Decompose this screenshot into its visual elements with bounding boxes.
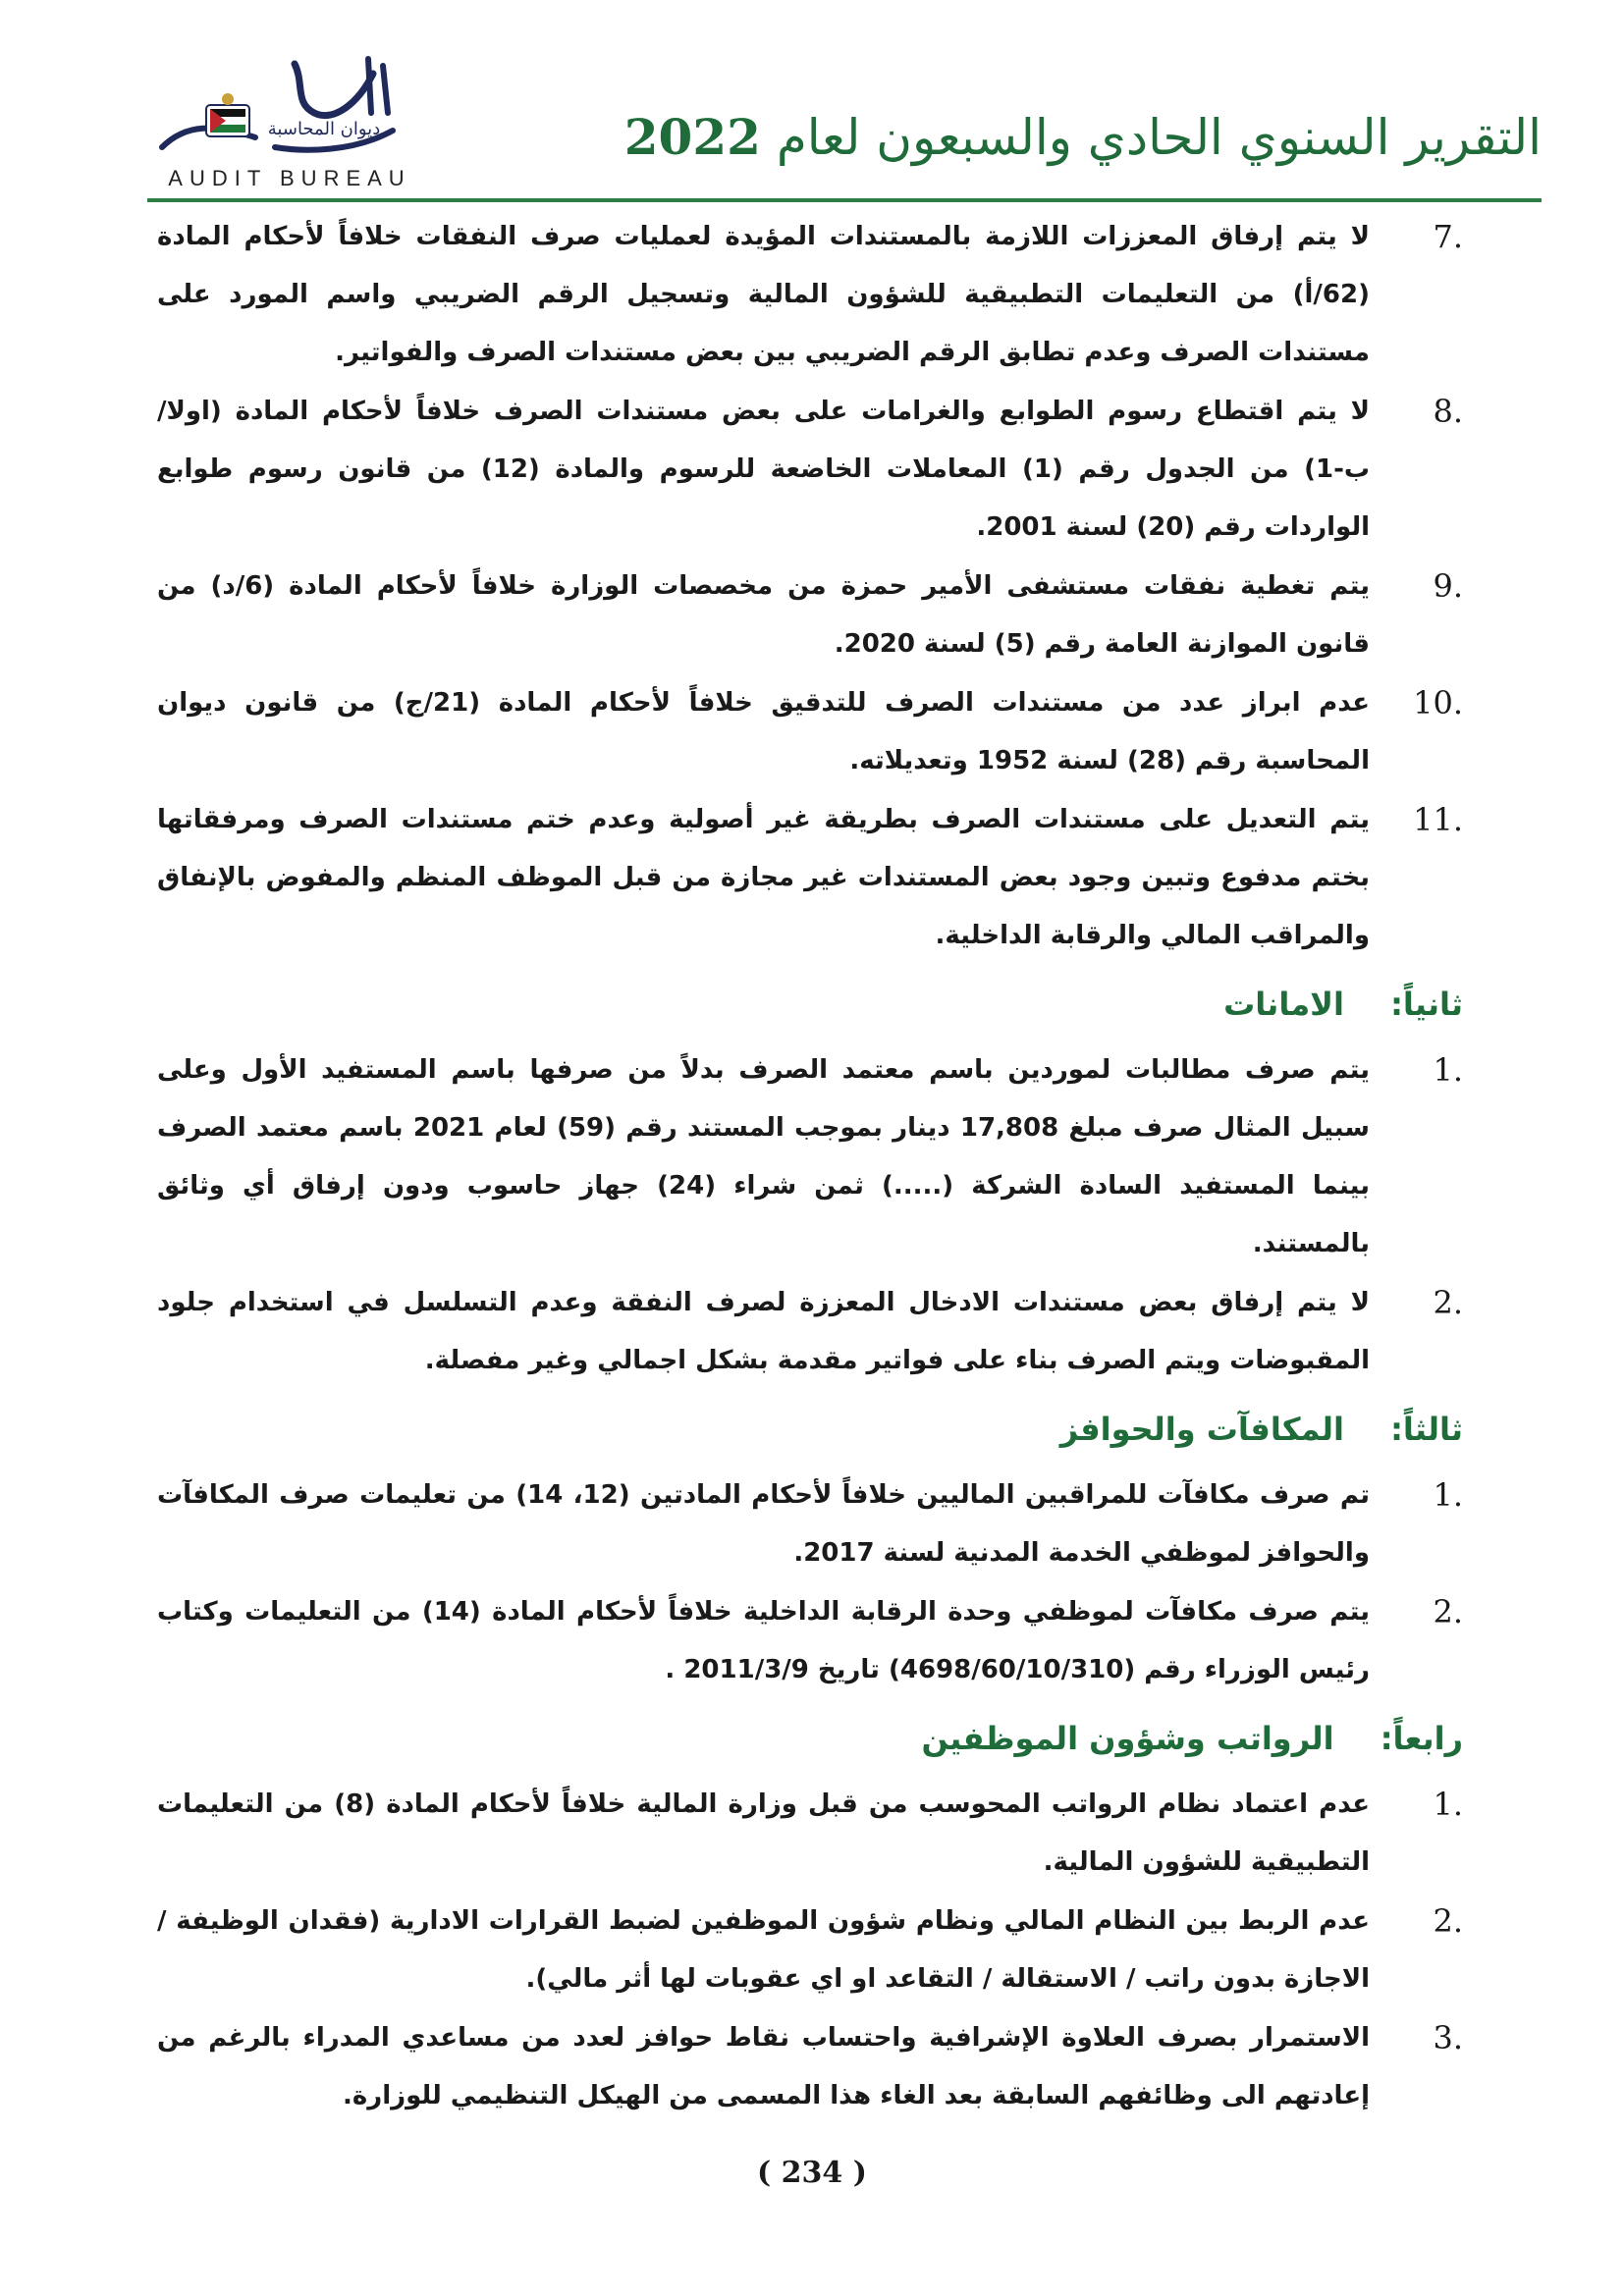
item-text: لا يتم إرفاق بعض مستندات الادخال المعززة لصرف النفقة وعدم التسلسل في استخدام جلود المقبوضات ويتم الصرف بناء على فواتير مقدمة بشكل اجمالي وغير مفصلة. bbox=[157, 1288, 1370, 1375]
item-number: 1. bbox=[1433, 1051, 1463, 1089]
list-item bbox=[157, 1583, 1463, 1699]
logo-emblem-icon bbox=[147, 54, 432, 164]
item-number: 1. bbox=[1433, 1786, 1463, 1823]
item-text: لا يتم اقتطاع رسوم الطوابع والغرامات على بعض مستندات الصرف خلافاً لأحكام المادة (اولا/ب-1) من الجدول رقم (1) المعاملات الخاضعة للرسوم والمادة (12) من قانون رسوم طوابع الواردات رقم (20) لسنة 2001. bbox=[157, 397, 1370, 542]
section-title: المكافآت والحوافز bbox=[1059, 1411, 1344, 1448]
item-number: 7. bbox=[1433, 218, 1463, 255]
page-header bbox=[147, 54, 1542, 201]
list-item bbox=[157, 1467, 1463, 1582]
section-title: الرواتب وشؤون الموظفين bbox=[921, 1720, 1334, 1757]
list-item bbox=[157, 791, 1463, 965]
item-number: 2. bbox=[1433, 1902, 1463, 1940]
item-number: 2. bbox=[1433, 1284, 1463, 1321]
section-label: ثالثاً: bbox=[1390, 1411, 1463, 1448]
item-text: عدم ابراز عدد من مستندات الصرف للتدقيق خلافاً لأحكام المادة (21/ج) من قانون ديوان المحاسبة رقم (28) لسنة 1952 وتعديلاته. bbox=[157, 688, 1370, 775]
item-number: 9. bbox=[1433, 567, 1463, 605]
item-number: 1. bbox=[1433, 1476, 1463, 1514]
section-label: رابعاً: bbox=[1380, 1720, 1463, 1757]
list-item bbox=[157, 2009, 1463, 2125]
list-item bbox=[157, 558, 1463, 673]
item-number: 11. bbox=[1413, 801, 1463, 838]
list-item bbox=[157, 208, 1463, 382]
document-body bbox=[157, 208, 1463, 2126]
list-item bbox=[157, 1776, 1463, 1892]
list-item bbox=[157, 1041, 1463, 1273]
item-text: تم صرف مكافآت للمراقبين الماليين خلافاً لأحكام المادتين (12، 14) من تعليمات صرف المكافآت والحوافز لموظفي الخدمة المدنية لسنة 2017. bbox=[157, 1480, 1370, 1568]
list-item bbox=[157, 383, 1463, 557]
item-text: يتم تغطية نفقات مستشفى الأمير حمزة من مخصصات الوزارة خلافاً لأحكام المادة (6/د) من قانون الموازنة العامة رقم (5) لسنة 2020. bbox=[157, 571, 1370, 659]
item-number: 3. bbox=[1433, 2019, 1463, 2056]
report-year: 2022 bbox=[623, 108, 761, 166]
item-text: يتم صرف مكافآت لموظفي وحدة الرقابة الداخلية خلافاً لأحكام المادة (14) من التعليمات وكتاب رئيس الوزراء رقم (4698/60/10/310) تاريخ 2011/3/9 . bbox=[157, 1597, 1370, 1684]
item-number: 8. bbox=[1433, 393, 1463, 430]
item-text: الاستمرار بصرف العلاوة الإشرافية واحتساب نقاط حوافز لعدد من مساعدي المدراء بالرغم من إعادتهم الى وظائفهم السابقة بعد الغاء هذا المسمى من الهيكل التنظيمي للوزارة. bbox=[157, 2023, 1370, 2110]
section-heading-rewards bbox=[157, 1398, 1463, 1461]
section-heading-deposits bbox=[157, 973, 1463, 1036]
report-title-text: التقرير السنوي الحادي والسبعون لعام bbox=[776, 109, 1542, 166]
list-item bbox=[157, 674, 1463, 790]
section-label: ثانياً: bbox=[1390, 986, 1463, 1023]
section-title: الامانات bbox=[1223, 986, 1344, 1023]
item-text: عدم الربط بين النظام المالي ونظام شؤون الموظفين لضبط القرارات الادارية (فقدان الوظيفة / الاجازة بدون راتب / الاستقالة / التقاعد او اي عقوبات لها أثر مالي). bbox=[157, 1906, 1370, 1994]
logo-arabic-wordmark: ديوان المحاسبة bbox=[267, 119, 381, 139]
item-number: 10. bbox=[1413, 684, 1463, 721]
item-text: عدم اعتماد نظام الرواتب المحوسب من قبل وزارة المالية خلافاً لأحكام المادة (8) من التعليمات التطبيقية للشؤون المالية. bbox=[157, 1789, 1370, 1877]
item-text: يتم صرف مطالبات لموردين باسم معتمد الصرف بدلاً من صرفها باسم المستفيد الأول وعلى سبيل المثال صرف مبلغ 17,808 دينار بموجب المستند رقم (59) لعام 2021 باسم معتمد الصرف بينما المستفيد السادة الشركة (.....) ثمن شراء (24) جهاز حاسوب ودون إرفاق أي وثائق بالمستند. bbox=[157, 1055, 1370, 1258]
page-number: ( 234 ) bbox=[757, 2156, 867, 2190]
list-item bbox=[157, 1893, 1463, 2008]
list-item bbox=[157, 1274, 1463, 1390]
item-number: 2. bbox=[1433, 1593, 1463, 1630]
item-text: يتم التعديل على مستندات الصرف بطريقة غير أصولية وعدم ختم مستندات الصرف ومرفقاتها بختم مدفوع وتبين وجود بعض المستندات غير مجازة من قبل الموظف المنظم والمفوض بالإنفاق والمراقب المالي والرقابة الداخلية. bbox=[157, 805, 1370, 950]
header-divider bbox=[147, 198, 1542, 202]
logo-caption: AUDIT BUREAU bbox=[168, 166, 411, 190]
item-text: لا يتم إرفاق المعززات اللازمة بالمستندات المؤيدة لعمليات صرف النفقات خلافاً لأحكام المادة (62/أ) من التعليمات التطبيقية للشؤون المالية وتسجيل الرقم الضريبي واسم المورد على مستندات الصرف وعدم تطابق الرقم الضريبي بين بعض مستندات الصرف والفواتير. bbox=[157, 222, 1370, 367]
audit-bureau-logo bbox=[147, 54, 432, 201]
section-heading-salaries bbox=[157, 1707, 1463, 1770]
report-title bbox=[624, 108, 1542, 166]
